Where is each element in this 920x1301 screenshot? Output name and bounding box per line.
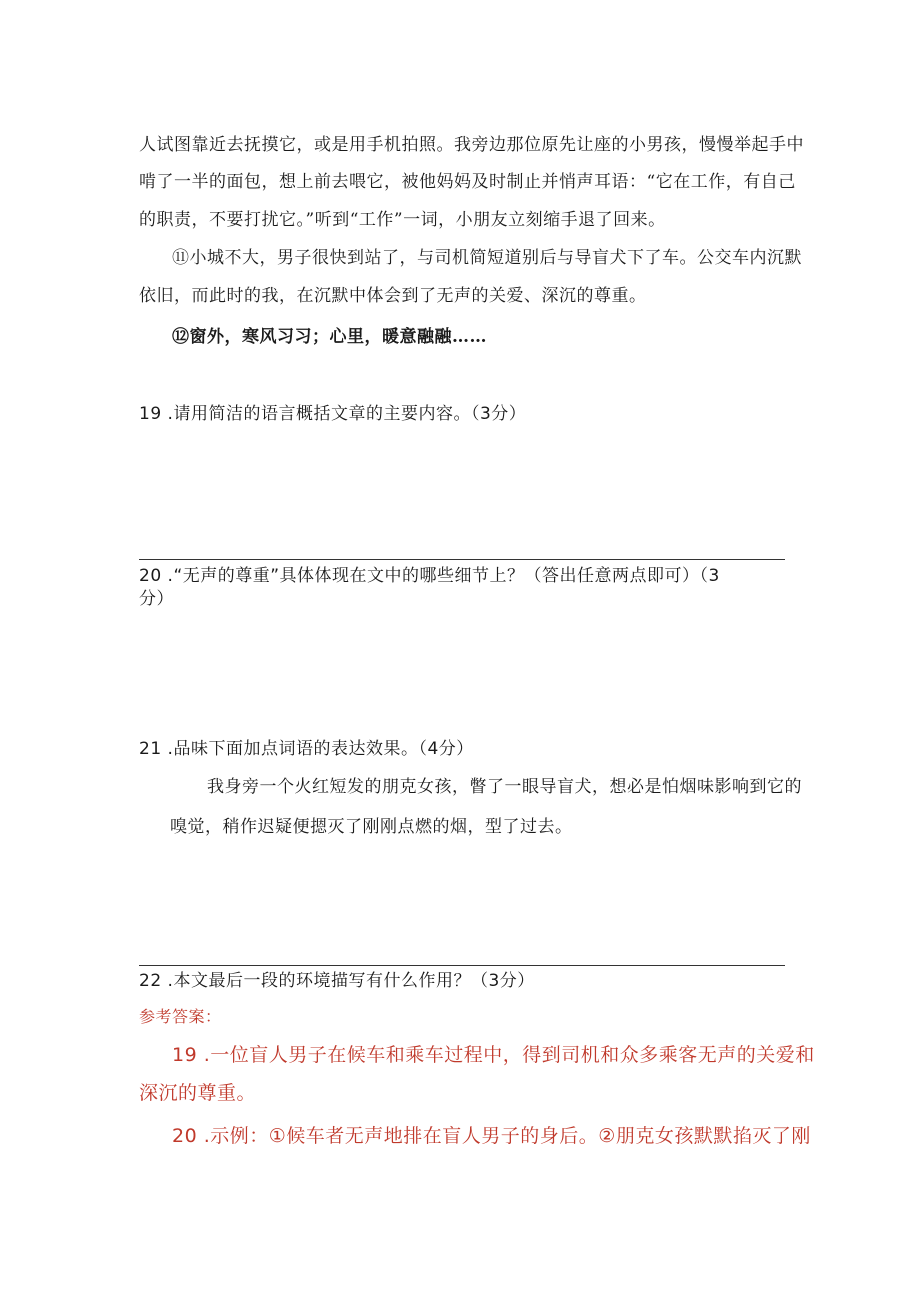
- answer-19-line2: 深沉的尊重。: [139, 1082, 257, 1104]
- answer-19-line1: 19 .一位盲人男子在候车和乘车过程中，得到司机和众多乘客无声的关爱和: [172, 1044, 815, 1066]
- passage-line: 的职责，不要打扰它。”听到“工作”一词，小朋友立刻缩手退了回来。: [139, 210, 666, 230]
- passage-line: 人试图靠近去抚摸它，或是用手机拍照。我旁边那位原先让座的小男孩，慢慢举起手中: [139, 135, 804, 155]
- passage-line: ⑪小城不大，男子很快到站了，与司机简短道别后与导盲犬下了车。公交车内沉默: [172, 248, 802, 268]
- passage-paragraph-12: ⑫窗外，寒风习习；心里，暖意融融……: [172, 327, 487, 347]
- question-21-quote-line1: 我身旁一个火红短发的朋克女孩，瞥了一眼导盲犬，想必是怕烟味影响到它的: [207, 777, 802, 797]
- answer-line-divider: [139, 965, 785, 966]
- question-21: 21 .品味下面加点词语的表达效果。（4分）: [139, 739, 474, 759]
- question-22: 22 .本文最后一段的环境描写有什么作用？（3分）: [139, 971, 535, 991]
- passage-line: 啃了一半的面包，想上前去喂它，被他妈妈及时制止并悄声耳语：“它在工作，有自己: [139, 172, 796, 192]
- answer-line-divider: [139, 559, 785, 560]
- question-20-line1: 20 .“无声的尊重”具体体现在文中的哪些细节上？（答出任意两点即可）（3: [139, 566, 720, 586]
- answer-20-line1: 20 .示例：①候车者无声地排在盲人男子的身后。②朋克女孩默默掐灭了刚: [172, 1125, 811, 1147]
- answers-label: 参考答案：: [139, 1007, 222, 1026]
- question-21-quote-line2: 嗅觉，稍作迟疑便摁灭了刚刚点燃的烟，型了过去。: [170, 817, 573, 837]
- question-19: 19 .请用简洁的语言概括文章的主要内容。（3分）: [139, 404, 527, 424]
- passage-line: 依旧，而此时的我，在沉默中体会到了无声的关爱、深沉的尊重。: [139, 286, 647, 306]
- question-20-line2: 分）: [139, 589, 174, 609]
